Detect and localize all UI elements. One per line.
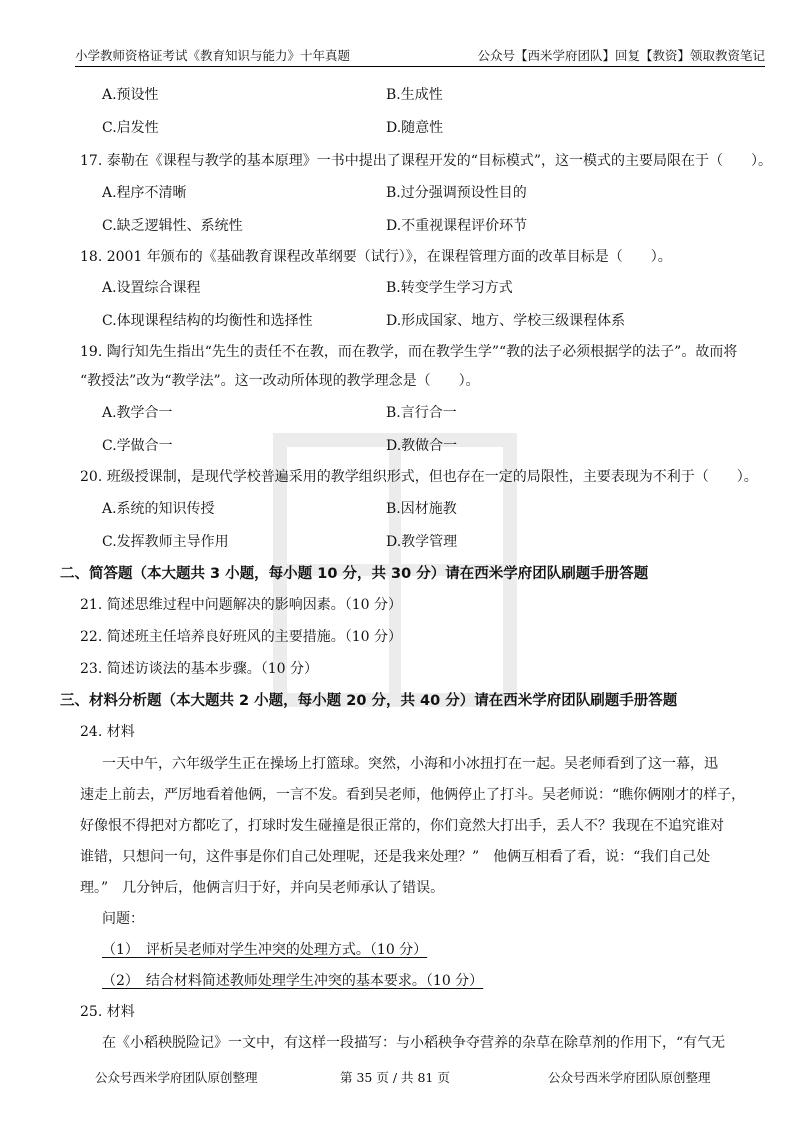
q24-paragraph-line2: 速走上前去，严厉地看着他俩，一言不发。看到吴老师，他俩停止了打斗。吴老师说：“瞧你俩刚才的样子， — [80, 787, 746, 803]
q20-option-b: B.因材施教 — [386, 501, 457, 517]
q16-option-c: C.启发性 — [102, 120, 159, 136]
q20-option-c: C.发挥教师主导作用 — [102, 534, 229, 550]
section-3-title: 三、材料分析题（本大题共 2 小题，每小题 20 分，共 40 分）请在西米学府团队刷题手册答题 — [60, 693, 678, 709]
header-right-text: 公众号【西米学府团队】回复【教资】领取教资笔记 — [477, 48, 765, 63]
q22-text: 22. 简述班主任培养良好班风的主要措施。（10 分） — [80, 629, 402, 645]
q24-question-label: 问题： — [102, 911, 144, 927]
q21-text: 21. 简述思维过程中问题解决的影响因素。（10 分） — [80, 597, 402, 613]
q20-option-d: D.教学管理 — [386, 534, 458, 550]
q19-option-a: A.教学合一 — [102, 405, 173, 421]
section-2-title: 二、简答题（本大题共 3 小题，每小题 10 分，共 30 分）请在西米学府团队刷题手册答题 — [60, 566, 649, 582]
q24-paragraph-line5: 理。” 几分钟后，他俩言归于好，并向吴老师承认了错误。 — [80, 880, 445, 896]
q17-option-a: A.程序不清晰 — [102, 185, 187, 201]
page-number: 第 35 页 / 共 81 页 — [340, 1070, 450, 1085]
q24-paragraph-line4: 谁错，只想问一句，这件事是你们自己处理呢，还是我来处理？” 他俩互相看了看，说：“我们自己处 — [80, 849, 711, 865]
q17-option-b: B.过分强调预设性目的 — [386, 185, 527, 201]
q24-question-2: （2） 结合材料简述教师处理学生冲突的基本要求。（10 分） — [102, 973, 484, 989]
q24-paragraph-line3: 好像恨不得把对方都吃了，打球时发生碰撞是很正常的，你们竟然大打出手，丢人不？我现在不追究谁对 — [80, 818, 724, 834]
footer-left-text: 公众号西米学府团队原创整理 — [95, 1070, 258, 1085]
q24-label: 24. 材料 — [80, 724, 135, 740]
q24-paragraph-line1: 一天中午，六年级学生正在操场上打篮球。突然，小海和小冰扭打在一起。吴老师看到了这一幕，迅 — [102, 756, 718, 772]
footer-right-text: 公众号西米学府团队原创整理 — [548, 1070, 711, 1085]
q25-paragraph-line1: 在《小稻秧脱险记》一文中，有这样一段描写：与小稻秧争夺营养的杂草在除草剂的作用下，“有气无 — [102, 1035, 726, 1051]
q18-option-c: C.体现课程结构的均衡性和选择性 — [102, 313, 313, 329]
q18-option-d: D.形成国家、地方、学校三级课程体系 — [386, 313, 626, 329]
q18-option-b: B.转变学生学习方式 — [386, 280, 513, 296]
q18-stem: 18. 2001 年颁布的《基础教育课程改革纲要（试行）》，在课程管理方面的改革目标是（ ）。 — [80, 249, 672, 265]
q20-stem: 20. 班级授课制，是现代学校普遍采用的教学组织形式，但也存在一定的局限性，主要表现为不利于（ ）。 — [80, 469, 758, 485]
page-header — [75, 40, 765, 67]
q19-option-b: B.言行合一 — [386, 405, 457, 421]
q19-option-c: C.学做合一 — [102, 438, 173, 454]
q19-option-d: D.教做合一 — [386, 438, 458, 454]
q20-option-a: A.系统的知识传授 — [102, 501, 215, 517]
q19-stem-line2: “教授法”改为“教学法”。这一改动所体现的教学理念是（ ）。 — [80, 373, 480, 389]
q23-text: 23. 简述访谈法的基本步骤。（10 分） — [80, 661, 318, 677]
q16-option-d: D.随意性 — [386, 120, 444, 136]
q17-option-d: D.不重视课程评价环节 — [386, 218, 528, 234]
q17-option-c: C.缺乏逻辑性、系统性 — [102, 218, 243, 234]
q19-stem-line1: 19. 陶行知先生指出“先生的责任不在教，而在教学，而在教学生学”“教的法子必须根据学的法子”。故而将 — [80, 344, 738, 360]
q16-option-a: A.预设性 — [102, 87, 159, 103]
q16-option-b: B.生成性 — [386, 87, 443, 103]
q18-option-a: A.设置综合课程 — [102, 280, 201, 296]
q24-question-1: （1） 评析吴老师对学生冲突的处理方式。（10 分） — [102, 942, 428, 958]
header-left-text: 小学教师资格证考试《教育知识与能力》十年真题 — [75, 48, 351, 63]
q25-label: 25. 材料 — [80, 1004, 135, 1020]
q17-stem: 17. 泰勒在《课程与教学的基本原理》一书中提出了课程开发的“目标模式”，这一模式的主要局限在于（ ）。 — [80, 153, 773, 169]
